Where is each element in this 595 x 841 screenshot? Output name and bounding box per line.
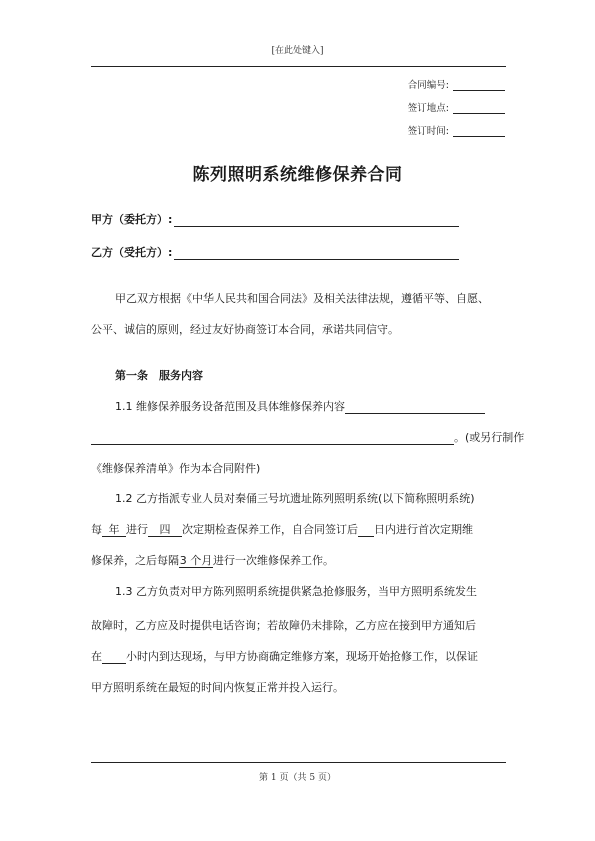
sign-place-row — [408, 100, 505, 114]
clause-1-2-line-1: 1.2 乙方指派专业人员对秦俑三号坑遗址陈列照明系统(以下简称照明系统) — [115, 492, 475, 505]
page-header[interactable]: [在此处键入] — [271, 46, 324, 56]
header-divider — [91, 66, 506, 67]
party-b-field[interactable] — [174, 247, 459, 260]
preamble-line-1: 甲乙双方根据《中华人民共和国合同法》及相关法律法规，遵循平等、自愿、 — [115, 292, 489, 305]
party-a-label: 甲方（委托方）: — [91, 213, 173, 226]
clause-1-3-text-b: 小时内到达现场，与甲方协商确定维修方案，现场开始抢修工作，以保证 — [126, 650, 478, 663]
document-title: 陈列照明系统维修保养合同 — [192, 165, 403, 185]
clause-1-3-line-2: 故障时，乙方应及时提供电话咨询；若故障仍未排除，乙方应在接到甲方通知后 — [91, 619, 476, 632]
clause-1-2-text-f: 进行一次维修保养工作。 — [213, 554, 334, 567]
sign-time-row — [408, 123, 505, 137]
clause-1-2-text-a: 每 — [91, 523, 102, 536]
clause-1-3-text-a: 在 — [91, 650, 102, 663]
interval-unit-field[interactable]: 年 — [102, 523, 126, 537]
clause-1-1-line-1 — [115, 400, 485, 414]
contract-number-row — [408, 77, 505, 91]
sign-time-label: 签订时间: — [407, 126, 449, 137]
party-b-label: 乙方（受托方）: — [91, 246, 173, 259]
clause-1-2-text-d: 日内进行首次定期维 — [374, 523, 473, 536]
clause-1-2-line-2 — [91, 523, 473, 537]
footer-divider — [91, 762, 506, 763]
service-scope-blank[interactable] — [345, 400, 485, 414]
party-b-row — [91, 244, 459, 260]
contract-number-field[interactable] — [453, 80, 505, 91]
clause-1-1-line-2 — [91, 431, 524, 445]
service-interval-field[interactable]: 3 个月 — [179, 554, 213, 567]
contract-number-label: 合同编号: — [407, 80, 449, 91]
party-a-row — [91, 211, 459, 227]
clause-1-3-line-3 — [91, 650, 478, 664]
party-a-field[interactable] — [174, 214, 459, 227]
preamble-line-2: 公平、诚信的原则，经过友好协商签订本合同，承诺共同信守。 — [91, 323, 399, 336]
clause-1-3-line-4: 甲方照明系统在最短的时间内恢复正常并投入运行。 — [91, 681, 344, 694]
clause-1-2-text-e: 修保养，之后每隔 — [91, 554, 179, 567]
service-scope-blank-2[interactable] — [91, 431, 454, 445]
response-hours-field[interactable] — [102, 650, 126, 664]
sign-time-field[interactable] — [453, 126, 505, 137]
clause-1-3-line-1: 1.3 乙方负责对甲方陈列照明系统提供紧急抢修服务，当甲方照明系统发生 — [115, 585, 477, 598]
clause-1-1-line-3: 《维修保养清单》作为本合同附件) — [91, 462, 261, 475]
clause-1-2-line-3 — [91, 554, 334, 568]
page-footer: 第 1 页（共 5 页） — [259, 773, 336, 783]
sign-place-field[interactable] — [453, 103, 505, 114]
clause-1-1-text: 1.1 维修保养服务设备范围及具体维修保养内容 — [115, 400, 345, 413]
inspection-count-field[interactable]: 四 — [148, 523, 182, 537]
first-service-days-field[interactable] — [358, 523, 374, 537]
sign-place-label: 签订地点: — [407, 103, 449, 114]
clause-1-2-text-c: 次定期检查保养工作，自合同签订后 — [182, 523, 358, 536]
clause-1-1-tail: 。(或另行制作 — [454, 431, 525, 444]
article-1-heading: 第一条 服务内容 — [115, 369, 203, 382]
clause-1-2-text-b: 进行 — [126, 523, 148, 536]
